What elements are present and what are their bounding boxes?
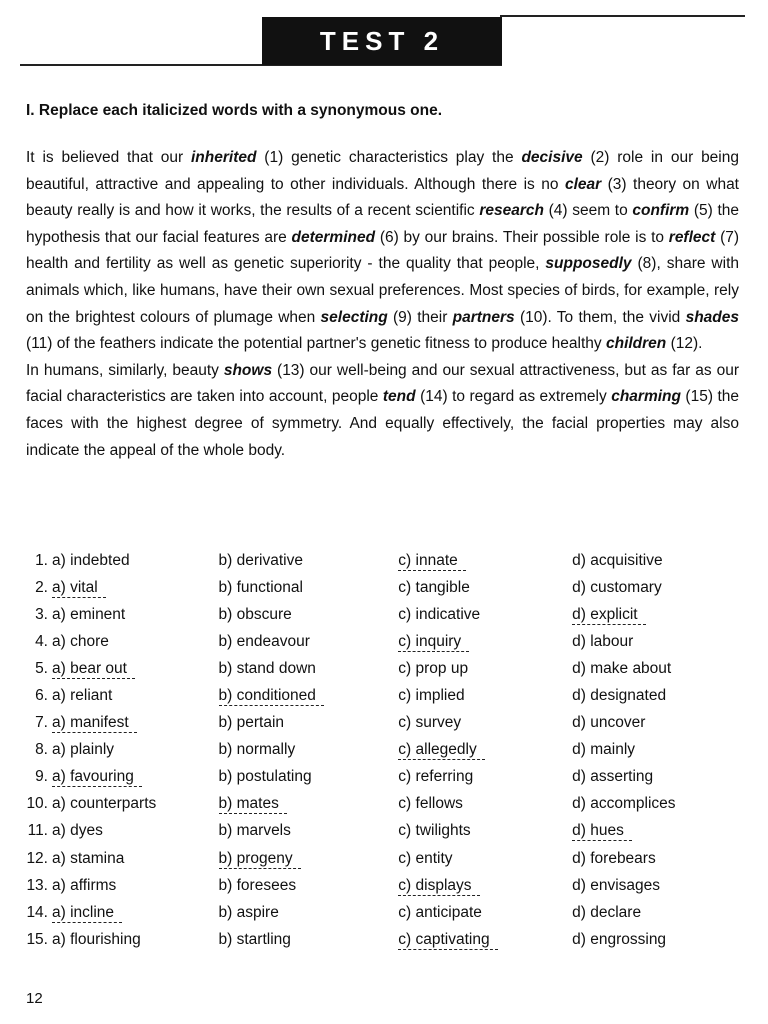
question-row [20, 655, 740, 682]
option-cell [392, 931, 566, 949]
option-cell [392, 741, 566, 759]
question-row [20, 682, 740, 709]
top-rule [500, 15, 745, 17]
option-cell [566, 633, 740, 651]
answer-option: a) eminent [52, 605, 126, 623]
italic-word: supposedly [545, 255, 632, 273]
passage-text: (15) the faces with the highest degree of symmetry. And equally effectively, the facial properties may also indicate the appeal of the whole body. [26, 388, 739, 459]
option-cell [392, 633, 566, 651]
italic-word: children [605, 335, 667, 353]
instruction: I. Replace each italicized words with a synonymous one. [26, 102, 443, 119]
marked-answer: c) displays [398, 877, 479, 896]
italic-word: shades [685, 308, 739, 326]
answer-option: a) indebted [52, 551, 130, 569]
passage-text: (1) genetic characteristics play the [256, 149, 522, 166]
option-cell [20, 687, 213, 705]
answer-option: a) plainly [52, 741, 115, 759]
option-cell [566, 795, 740, 813]
option-cell [566, 579, 740, 597]
option-cell [20, 552, 213, 570]
option-cell [566, 687, 740, 705]
marked-answer: d) hues [572, 822, 632, 841]
answer-option: d) engrossing [572, 930, 667, 948]
answer-option: c) survey [398, 714, 462, 732]
passage-text: (6) by our brains. Their possible role is to [375, 228, 669, 246]
answer-option: d) make about [572, 659, 672, 677]
option-cell [213, 633, 393, 651]
question-row [20, 872, 740, 899]
option-cell [213, 850, 393, 868]
option-cell [566, 714, 740, 732]
question-row [20, 818, 740, 845]
option-cell [213, 795, 393, 813]
italic-word: research [479, 202, 544, 220]
answer-option: d) forebears [572, 849, 656, 867]
question-row [20, 710, 740, 737]
option-cell [566, 741, 740, 759]
option-cell [213, 768, 393, 786]
question-number: 8. [35, 741, 48, 759]
passage-text: (9) their [387, 308, 453, 326]
question-row [20, 601, 740, 628]
passage-text: (8), share with animals which, like humans, have their own sexual preferences. Most species of birds, for example, rely on the brightest colours of plumage when [26, 255, 739, 326]
option-cell [213, 552, 393, 570]
option-cell [392, 904, 566, 922]
option-cell [20, 877, 213, 895]
answer-option: b) endeavour [218, 632, 310, 650]
option-cell [213, 741, 393, 759]
passage-text: In humans, similarly, beauty [26, 361, 224, 379]
option-cell [20, 904, 213, 922]
question-number: 15. [26, 930, 48, 948]
marked-answer: d) explicit [572, 606, 645, 625]
answer-option: d) labour [572, 632, 634, 650]
passage-text: (2) role in our being beautiful, attractive and appealing to other individuals. Although there is no [26, 149, 739, 193]
answer-option: a) chore [52, 632, 109, 650]
option-cell [20, 714, 213, 732]
passage-paragraph-2 [26, 358, 739, 464]
answer-option: b) startling [218, 930, 291, 948]
option-cell [566, 877, 740, 895]
question-number: 7. [35, 714, 48, 732]
answer-option: c) referring [398, 768, 474, 786]
answer-option: d) declare [572, 903, 642, 921]
option-cell [20, 850, 213, 868]
passage-text: (14) to regard as extremely [415, 388, 612, 406]
passage-paragraph-1 [26, 145, 739, 358]
option-cell [20, 768, 213, 786]
marked-answer: a) favouring [52, 768, 142, 787]
answer-option: b) stand down [218, 659, 316, 677]
answer-option: b) normally [218, 741, 296, 759]
question-number: 11. [27, 822, 48, 840]
answer-option: c) anticipate [398, 903, 482, 921]
answer-option: c) fellows [398, 795, 463, 813]
passage-text: (7) health and fertility as well as genetic superiority - the quality that people, [26, 228, 740, 273]
marked-answer: b) progeny [219, 850, 301, 869]
answer-option: a) counterparts [52, 795, 157, 813]
answer-option: b) functional [218, 578, 303, 596]
option-cell [213, 579, 393, 597]
option-cell [392, 768, 566, 786]
answer-option: c) tangible [398, 578, 470, 596]
option-cell [213, 687, 393, 705]
option-cell [392, 822, 566, 840]
option-cell [213, 822, 393, 840]
answer-option: c) entity [398, 849, 453, 867]
passage [26, 145, 739, 464]
marked-answer: c) inquiry [398, 633, 469, 652]
passage-text: It is believed that our [26, 149, 191, 166]
italic-word: confirm [632, 202, 690, 220]
option-cell [566, 552, 740, 570]
option-cell [20, 795, 213, 813]
question-row [20, 574, 740, 601]
option-cell [392, 714, 566, 732]
option-cell [392, 579, 566, 597]
question-row [20, 926, 740, 953]
italic-word: tend [382, 388, 416, 406]
option-cell [392, 552, 566, 570]
answer-option: b) pertain [218, 714, 285, 732]
option-cell [20, 822, 213, 840]
answer-option: a) stamina [52, 849, 125, 867]
italic-word: inherited [191, 149, 257, 166]
question-number: 3. [35, 605, 48, 623]
option-cell [566, 850, 740, 868]
marked-answer: b) mates [219, 795, 287, 814]
italic-word: shows [223, 361, 273, 379]
option-cell [20, 931, 213, 949]
page-number: 12 [26, 990, 43, 1007]
question-row [20, 791, 740, 818]
question-number: 9. [35, 768, 48, 786]
passage-text: (5) the hypothesis that our facial features are [26, 202, 740, 246]
answer-option: b) aspire [218, 903, 279, 921]
answer-option: c) indicative [398, 605, 481, 623]
option-cell [20, 633, 213, 651]
question-row [20, 764, 740, 791]
option-cell [213, 931, 393, 949]
question-number: 6. [35, 687, 48, 705]
option-cell [20, 741, 213, 759]
question-number: 5. [35, 659, 48, 677]
answer-option: b) marvels [218, 822, 291, 840]
answer-option: d) customary [572, 578, 662, 596]
marked-answer: c) innate [398, 552, 465, 571]
question-row [20, 899, 740, 926]
passage-text: (12). [666, 335, 703, 353]
question-row [20, 628, 740, 655]
passage-text: (11) of the feathers indicate the potential partner's genetic fitness to produce healthy [26, 335, 606, 353]
answer-option: c) prop up [398, 659, 469, 677]
option-cell [392, 795, 566, 813]
option-cell [392, 850, 566, 868]
answer-option: a) reliant [52, 687, 113, 705]
option-cell [392, 660, 566, 678]
question-row [20, 845, 740, 872]
answer-option: c) twilights [398, 822, 471, 840]
option-cell [213, 877, 393, 895]
marked-answer: a) incline [52, 904, 122, 923]
option-cell [20, 660, 213, 678]
option-cell [566, 931, 740, 949]
option-cell [392, 877, 566, 895]
answer-option: d) asserting [572, 768, 654, 786]
option-cell [20, 606, 213, 624]
answer-option: d) accomplices [572, 795, 676, 813]
test-title: TEST 2 [262, 17, 502, 65]
passage-text: (4) seem to [543, 202, 633, 220]
answer-option: a) flourishing [52, 930, 141, 948]
option-cell [213, 606, 393, 624]
marked-answer: a) vital [52, 579, 106, 598]
italic-word: reflect [668, 228, 716, 246]
marked-answer: a) manifest [52, 714, 137, 733]
marked-answer: c) captivating [398, 931, 497, 950]
option-cell [566, 606, 740, 624]
marked-answer: a) bear out [52, 660, 135, 679]
option-cell [213, 714, 393, 732]
italic-word: decisive [521, 149, 583, 166]
question-number: 10. [26, 795, 48, 813]
answer-option: b) obscure [218, 605, 292, 623]
question-row [20, 547, 740, 574]
answer-option: a) dyes [52, 822, 103, 840]
marked-answer: b) conditioned [219, 687, 324, 706]
option-cell [392, 687, 566, 705]
answer-option: d) acquisitive [572, 551, 663, 569]
answer-option: c) implied [398, 687, 465, 705]
italic-word: charming [611, 388, 681, 406]
answer-options [20, 547, 740, 953]
answer-option: d) envisages [572, 876, 661, 894]
passage-text: (3) theory on what beauty really is and how it works, the results of a recent scientific [26, 175, 739, 220]
italic-word: determined [291, 228, 376, 246]
answer-option: d) mainly [572, 741, 636, 759]
option-cell [213, 904, 393, 922]
answer-option: b) derivative [218, 551, 303, 569]
question-number: 2. [35, 578, 48, 596]
answer-option: a) affirms [52, 876, 117, 894]
option-cell [20, 579, 213, 597]
option-cell [213, 660, 393, 678]
answer-option: b) foresees [218, 876, 297, 894]
answer-option: d) uncover [572, 714, 646, 732]
italic-word: partners [452, 308, 515, 326]
answer-option: b) postulating [218, 768, 312, 786]
question-number: 13. [26, 876, 48, 894]
question-row [20, 737, 740, 764]
question-number: 14. [26, 903, 48, 921]
passage-text: (10). To them, the vivid [514, 308, 686, 326]
answer-option: d) designated [572, 687, 667, 705]
question-number: 1. [35, 551, 48, 569]
marked-answer: c) allegedly [398, 741, 484, 760]
italic-word: clear [564, 175, 602, 193]
option-cell [392, 606, 566, 624]
option-cell [566, 904, 740, 922]
question-number: 4. [35, 632, 48, 650]
question-number: 12. [26, 849, 48, 867]
option-cell [566, 768, 740, 786]
option-cell [566, 660, 740, 678]
italic-word: selecting [320, 308, 388, 326]
passage-text: (13) our well-being and our sexual attractiveness, but as far as our facial characteristics are taken into account, people [26, 361, 739, 406]
option-cell [566, 822, 740, 840]
